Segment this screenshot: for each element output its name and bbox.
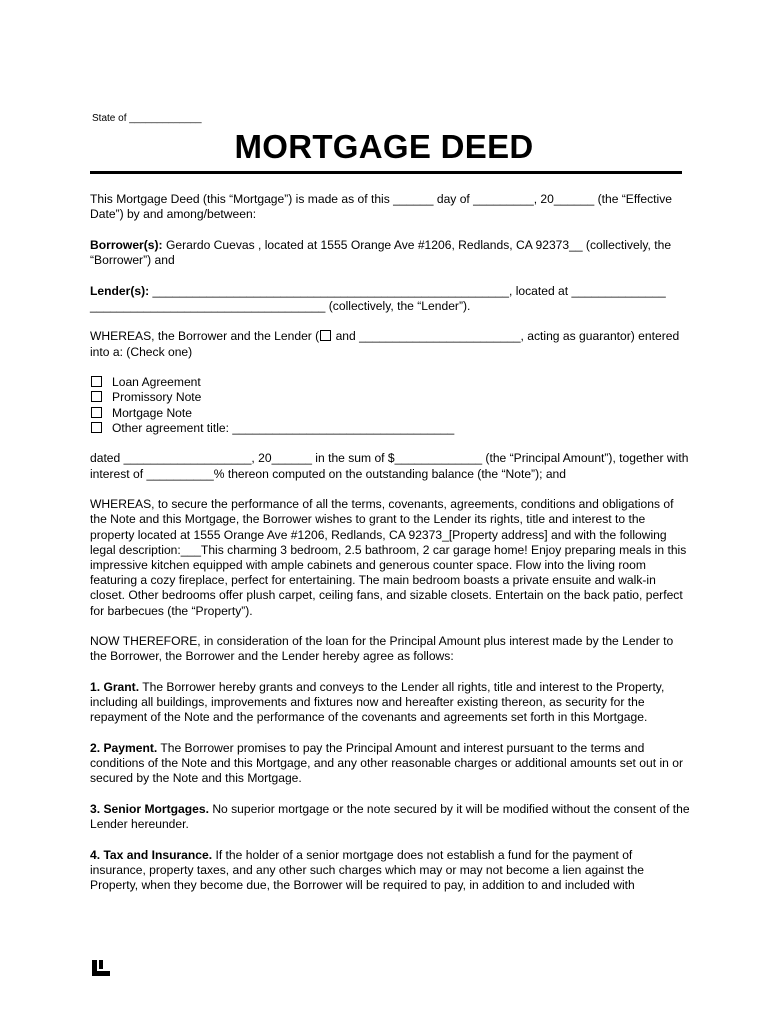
section-heading: 3. Senior Mortgages. xyxy=(90,801,209,816)
checkbox-icon[interactable] xyxy=(91,376,102,387)
agreement-option xyxy=(90,421,690,436)
section-text: If the holder of a senior mortgage does not establish a fund for the payment of insurance, property taxes, and any other such charges which may or may not become a lien against the Property, when they become due, the Borrower will be required to pay, in addition to and included with xyxy=(90,847,644,893)
now-therefore-paragraph: NOW THEREFORE, in consideration of the loan for the Principal Amount plus interest made by the Lender to the Borrower, the Borrower and the Lender hereby agree as follows: xyxy=(90,634,674,664)
section-senior-mortgages xyxy=(90,802,690,832)
whereas-agreement-after: and ________________________, acting as guarantor) entered into a: (Check one) xyxy=(90,329,680,359)
brand-logo-icon xyxy=(92,960,112,976)
borrower-text: Gerardo Cuevas , located at 1555 Orange Ave #1206, Redlands, CA 92373__ (collectively, the “Borrower”) and xyxy=(90,237,672,267)
agreement-option-label: Promissory Note xyxy=(112,390,202,405)
whereas-property-paragraph: WHEREAS, to secure the performance of all the terms, covenants, agreements, conditions and obligations of the Note and this Mortgage, the Borrower wishes to grant to the Lender its rights, title and interest to the property located at 1555 Orange Ave #1206, Redlands, CA 92373_[Property address] and with the following legal description:___This charming 3 bedroom, 2.5 bathroom, 2 car garage home! Enjoy preparing meals in this impressive kitchen equipped with ample cabinets and generous counter space. Flow into the living room featuring a cozy fireplace, perfect for entertaining. The main bedroom boasts a private ensuite and walk-in closet. Other bedrooms offer plush carpet, ceiling fans, and sizable closets. Entertain on the back patio, perfect for barbecues (the “Property”). xyxy=(90,497,687,618)
document-title: MORTGAGE DEED xyxy=(234,128,534,165)
agreement-option-label: Other agreement title: _________________________________ xyxy=(112,420,455,435)
whereas-agreement-paragraph xyxy=(90,329,690,359)
section-heading: 2. Payment. xyxy=(90,740,158,755)
checkbox-icon[interactable] xyxy=(91,391,102,402)
lender-label: Lender(s): xyxy=(90,283,150,298)
section-tax-insurance xyxy=(90,848,690,894)
agreement-option-label: Loan Agreement xyxy=(112,375,201,390)
section-heading: 1. Grant. xyxy=(90,679,140,694)
section-grant xyxy=(90,680,690,726)
agreement-option xyxy=(90,390,690,405)
section-payment xyxy=(90,741,690,787)
dated-paragraph: dated ___________________, 20______ in the sum of $_____________ (the “Principal Amount”), together with interest of __________% thereon computed on the outstanding balance (the “Note”); and xyxy=(90,451,689,481)
lender-text: _____________________________________________________, located at ______________ ___________________________________ (collectively, the “Lender”). xyxy=(90,283,666,313)
section-text: The Borrower promises to pay the Principal Amount and interest pursuant to the terms and conditions of the Note and this Mortgage, and any other reasonable charges or additional amounts set out in or secured by the Note and this Mortgage. xyxy=(90,740,683,786)
lender-paragraph xyxy=(90,284,690,314)
state-line: State of _____________ xyxy=(92,113,202,124)
document-body xyxy=(90,192,690,909)
section-text: No superior mortgage or the note secured by it will be modified without the consent of the Lender hereunder. xyxy=(90,801,690,832)
agreement-option xyxy=(90,375,690,390)
guarantor-checkbox[interactable] xyxy=(320,330,331,341)
checkbox-icon[interactable] xyxy=(91,407,102,418)
intro-paragraph: This Mortgage Deed (this “Mortgage”) is made as of this ______ day of _________, 20______ (the “Effective Date”) by and among/between: xyxy=(90,192,672,222)
section-heading: 4. Tax and Insurance. xyxy=(90,847,213,862)
section-text: The Borrower hereby grants and conveys to the Lender all rights, title and interest to the Property, including all buildings, improvements and fixtures now and hereafter existing thereon, as security for the repayment of the Note and the performance of the covenants and agreements set forth in this Mortgage. xyxy=(90,679,665,725)
agreement-options-list xyxy=(90,375,690,436)
borrower-label: Borrower(s): xyxy=(90,237,163,252)
agreement-option-label: Mortgage Note xyxy=(112,405,192,420)
checkbox-icon[interactable] xyxy=(91,422,102,433)
title-divider xyxy=(90,171,682,174)
whereas-agreement-before: WHEREAS, the Borrower and the Lender ( xyxy=(90,329,320,344)
borrower-paragraph xyxy=(90,238,690,268)
agreement-option xyxy=(90,406,690,421)
